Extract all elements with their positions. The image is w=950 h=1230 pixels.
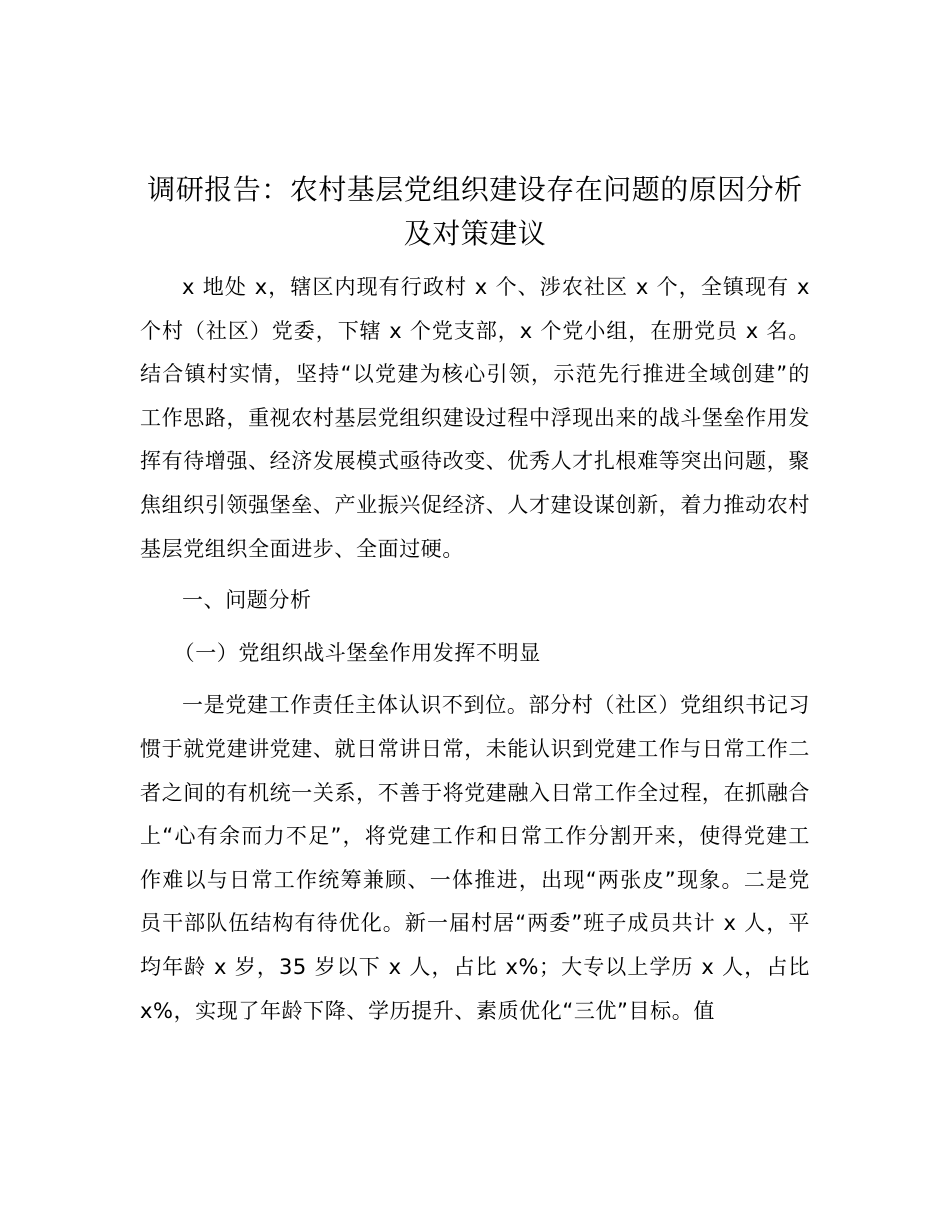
subsection-heading-party-organization: （一）党组织战斗堡垒作用发挥不明显 <box>173 640 541 665</box>
intro-paragraph: x 地处 x，辖区内现有行政村 x 个、涉农社区 x 个，全镇现有 x 个村（社区）党委，下辖 x 个党支部，x 个党小组，在册党员 x 名。结合镇村实情，坚持“以党建为核心引领，示范先行推进全域创建”的工作思路，重视农村基层党组织建设过程中浮现出来的战斗堡垒作用发挥有待增强、经济发展模式亟待改变、优秀人才扎根难等突出问题，聚焦组织引领强堡垒、产业振兴促经济、人才建设谋创新，着力推动农村基层党组织全面进步、全面过硬。 <box>140 275 810 561</box>
section-heading-problem-analysis: 一、问题分析 <box>182 588 312 613</box>
document-body <box>140 266 810 1033</box>
analysis-paragraph: 一是党建工作责任主体认识不到位。部分村（社区）党组织书记习惯于就党建讲党建、就日常讲日常，未能认识到党建工作与日常工作二者之间的有机统一关系，不善于将党建融入日常工作全过程，在抓融合上“心有余而力不足”，将党建工作和日常工作分割开来，使得党建工作难以与日常工作统筹兼顾、一体推进，出现“两张皮”现象。二是党员干部队伍结构有待优化。新一届村居“两委”班子成员共计 x 人，平均年龄 x 岁，35 岁以下 x 人，占比 x%；大专以上学历 x 人，占比 x%，实现了年龄下降、学历提升、素质优化“三优”目标。值 <box>140 693 810 1023</box>
document-title: 调研报告：农村基层党组织建设存在问题的原因分析及对策建议 <box>147 173 803 250</box>
